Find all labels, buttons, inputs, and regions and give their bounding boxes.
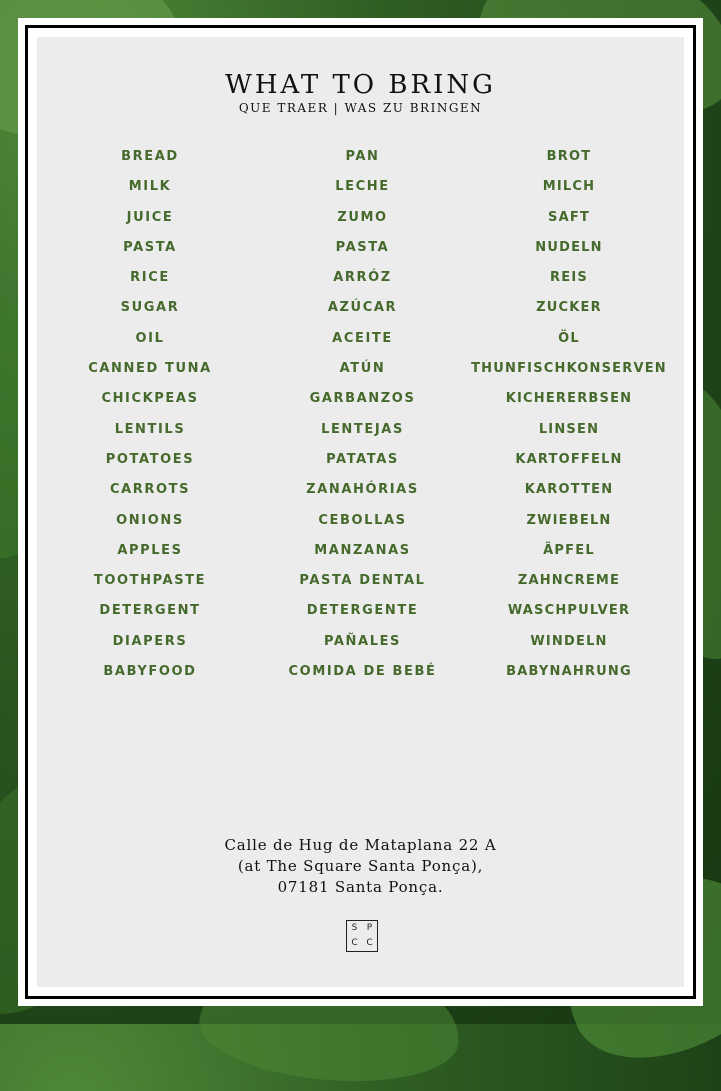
german-item: KARTOFFELN xyxy=(515,451,623,467)
german-item: REIS xyxy=(550,270,588,286)
english-item: DETERGENT xyxy=(99,603,201,619)
german-item: ZAHNCREME xyxy=(517,573,621,589)
logo-letter: S xyxy=(351,923,358,933)
spanish-item: ACEITE xyxy=(332,330,393,346)
spanish-item: LENTEJAS xyxy=(321,421,404,437)
english-item: BABYFOOD xyxy=(103,664,197,680)
english-item: OIL xyxy=(135,330,165,346)
logo-letter: P xyxy=(366,923,373,933)
spanish-item: PAÑALES xyxy=(323,633,402,649)
german-item: NUDELN xyxy=(535,239,603,255)
german-item: THUNFISCHKONSERVEN xyxy=(471,361,667,377)
spanish-item: PATATAS xyxy=(326,451,399,467)
english-item: CHICKPEAS xyxy=(101,391,199,407)
german-item: KAROTTEN xyxy=(524,482,614,498)
english-item: DIAPERS xyxy=(112,633,188,649)
german-item: ZUCKER xyxy=(536,300,602,316)
german-column xyxy=(458,147,680,692)
spanish-item: GARBANZOS xyxy=(309,391,416,407)
spanish-item: ZUMO xyxy=(337,209,388,225)
spanish-item: PASTA DENTAL xyxy=(299,573,426,589)
german-item: BABYNAHRUNG xyxy=(506,664,632,680)
english-item: PASTA xyxy=(123,239,177,255)
german-item: WINDELN xyxy=(530,633,608,649)
english-item: MILK xyxy=(128,179,172,195)
german-item: ZWIEBELN xyxy=(526,512,612,528)
english-item: SUGAR xyxy=(120,300,180,316)
english-item: CARROTS xyxy=(109,482,191,498)
english-item: APPLES xyxy=(117,542,183,558)
address-block xyxy=(0,835,721,898)
spanish-item: COMIDA DE BEBÉ xyxy=(288,664,437,680)
english-item: POTATOES xyxy=(105,451,195,467)
spanish-item: CEBOLLAS xyxy=(318,512,407,528)
english-item: TOOTHPASTE xyxy=(93,573,207,589)
spanish-column xyxy=(280,147,445,692)
logo-letter: C xyxy=(351,938,358,948)
logo-letter: C xyxy=(366,938,373,948)
english-item: JUICE xyxy=(126,209,174,225)
spanish-item: AZÚCAR xyxy=(327,300,398,316)
english-item: LENTILS xyxy=(114,421,186,437)
spanish-item: DETERGENTE xyxy=(306,603,419,619)
german-item: WASCHPULVER xyxy=(507,603,631,619)
english-column xyxy=(70,147,230,692)
english-item: BREAD xyxy=(121,149,179,164)
english-item: RICE xyxy=(130,270,170,286)
spanish-item: ARRÓZ xyxy=(333,270,392,286)
spanish-item: ATÚN xyxy=(339,361,386,377)
address-line-1: Calle de Hug de Mataplana 22 A xyxy=(224,836,497,854)
spanish-item: ZANAHÓRIAS xyxy=(306,482,419,498)
german-item: SAFT xyxy=(548,209,590,225)
english-item: CANNED TUNA xyxy=(88,361,212,377)
spanish-item: PASTA xyxy=(335,239,390,255)
german-item: BROT xyxy=(546,149,592,164)
page-title: WHAT TO BRING xyxy=(225,70,496,100)
spanish-item: PAN xyxy=(345,149,380,164)
german-item: LINSEN xyxy=(538,421,600,437)
german-item: MILCH xyxy=(542,179,596,195)
english-item: ONIONS xyxy=(116,512,184,528)
german-item: ÄPFEL xyxy=(543,542,595,558)
address-line-2: (at The Square Santa Ponça), xyxy=(237,857,484,875)
german-item: ÖL xyxy=(558,330,580,346)
address-line-3: 07181 Santa Ponça. xyxy=(277,878,444,896)
page-subtitle: QUE TRAER | WAS ZU BRINGEN xyxy=(238,101,483,115)
spcc-logo xyxy=(346,920,378,952)
spanish-item: MANZANAS xyxy=(314,542,411,558)
german-item: KICHERERBSEN xyxy=(505,391,633,407)
spanish-item: LECHE xyxy=(335,179,390,195)
